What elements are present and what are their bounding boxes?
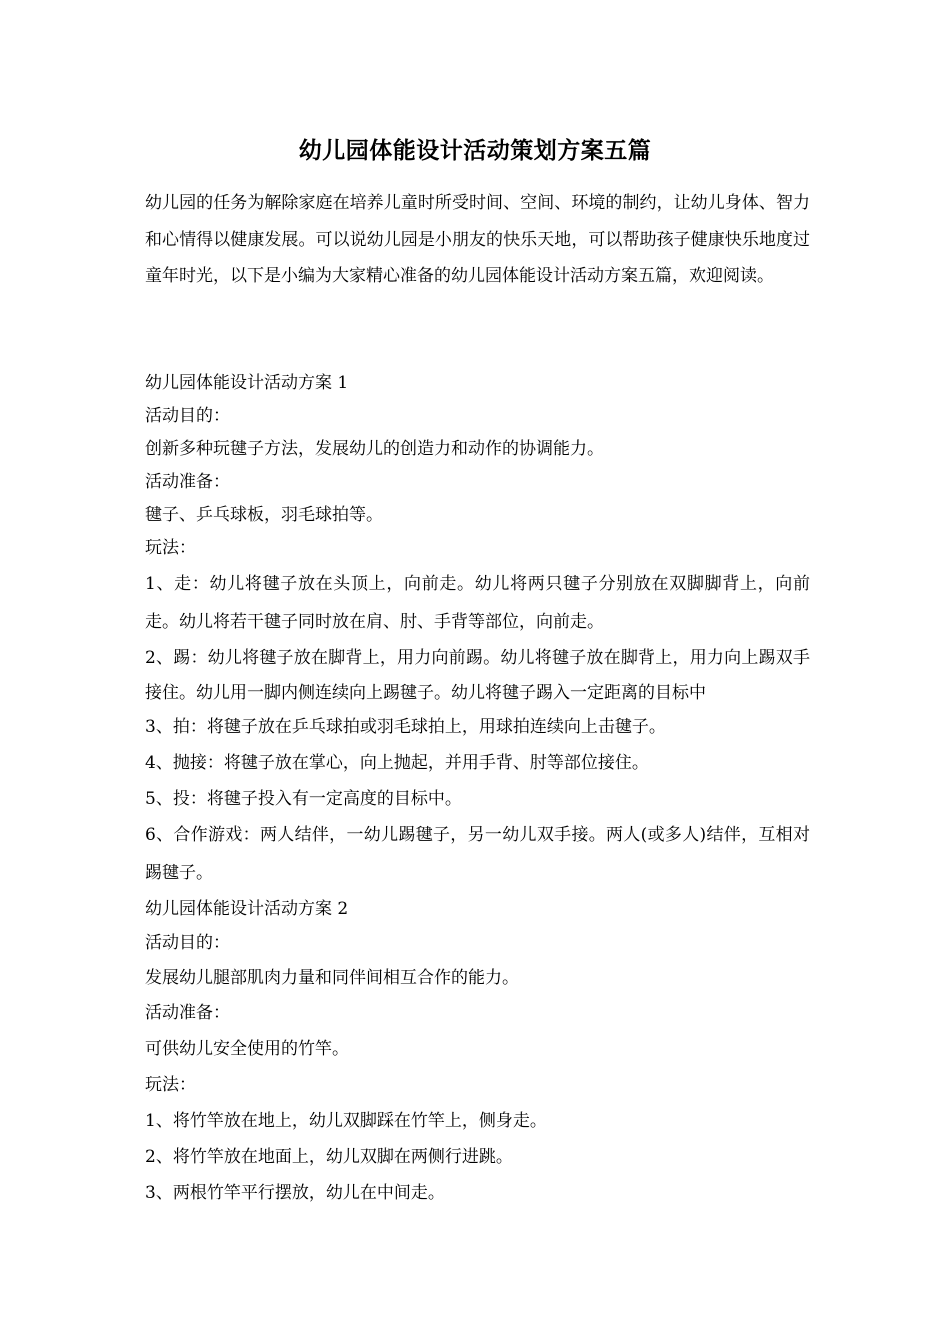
plan-2-prep: 可供幼儿安全使用的竹竿。 xyxy=(145,1039,349,1059)
plan-2-step: 1、将竹竿放在地上，幼儿双脚踩在竹竿上，侧身走。 xyxy=(145,1111,547,1131)
plan-1-prep: 毽子、乒乓球板，羽毛球拍等。 xyxy=(145,505,383,525)
intro-text: 幼儿园的任务为解除家庭在培养儿童时所受时间、空间、环境的制约，让幼儿身体、智力和心情得以健康发展。可以说幼儿园是小朋友的快乐天地，可以帮助孩子健康快乐地度过童年时光，以下是小编为大家精心准备的幼儿园体能设计活动方案五篇，欢迎阅读。 xyxy=(145,193,810,286)
plan-2-step: 2、将竹竿放在地面上，幼儿双脚在两侧行进跳。 xyxy=(145,1147,513,1167)
plan-2-goal: 发展幼儿腿部肌肉力量和同伴间相互合作的能力。 xyxy=(145,968,519,988)
plan-1-step: 4、抛接：将毽子放在掌心，向上抛起，并用手背、肘等部位接住。 xyxy=(145,753,649,773)
plan-1-prep-label: 活动准备： xyxy=(145,472,230,492)
plan-1-step: 6、合作游戏：两人结伴，一幼儿踢毽子，另一幼儿双手接。两人(或多人)结伴，互相对踢毽子。 xyxy=(145,825,810,883)
plan-1-step: 5、投：将毽子投入有一定高度的目标中。 xyxy=(145,789,462,809)
plan-2-prep-label: 活动准备： xyxy=(145,1003,230,1023)
document-title: 幼儿园体能设计活动策划方案五篇 xyxy=(298,137,652,164)
document-body xyxy=(145,367,810,1211)
plan-1-play-label: 玩法： xyxy=(145,538,196,558)
plan-2-step: 3、两根竹竿平行摆放，幼儿在中间走。 xyxy=(145,1183,445,1203)
plan-2-play-label: 玩法： xyxy=(145,1075,196,1095)
plan-1-goal: 创新多种玩毽子方法，发展幼儿的创造力和动作的协调能力。 xyxy=(145,439,604,459)
plan-1-heading: 幼儿园体能设计活动方案 1 xyxy=(145,373,349,393)
plan-1-step: 1、走：幼儿将毽子放在头顶上，向前走。幼儿将两只毽子分别放在双脚脚背上，向前走。幼儿将若干毽子同时放在肩、肘、手背等部位，向前走。 xyxy=(145,574,810,632)
plan-1-step: 2、踢：幼儿将毽子放在脚背上，用力向前踢。幼儿将毽子放在脚背上，用力向上踢双手接住。幼儿用一脚内侧连续向上踢毽子。幼儿将毽子踢入一定距离的目标中 xyxy=(145,648,810,703)
plan-1-goal-label: 活动目的： xyxy=(145,406,230,426)
plan-2-heading: 幼儿园体能设计活动方案 2 xyxy=(145,899,349,919)
plan-1-step: 3、拍：将毽子放在乒乓球拍或羽毛球拍上，用球拍连续向上击毽子。 xyxy=(145,717,666,737)
plan-2-goal-label: 活动目的： xyxy=(145,933,230,953)
intro-paragraph xyxy=(145,185,810,295)
